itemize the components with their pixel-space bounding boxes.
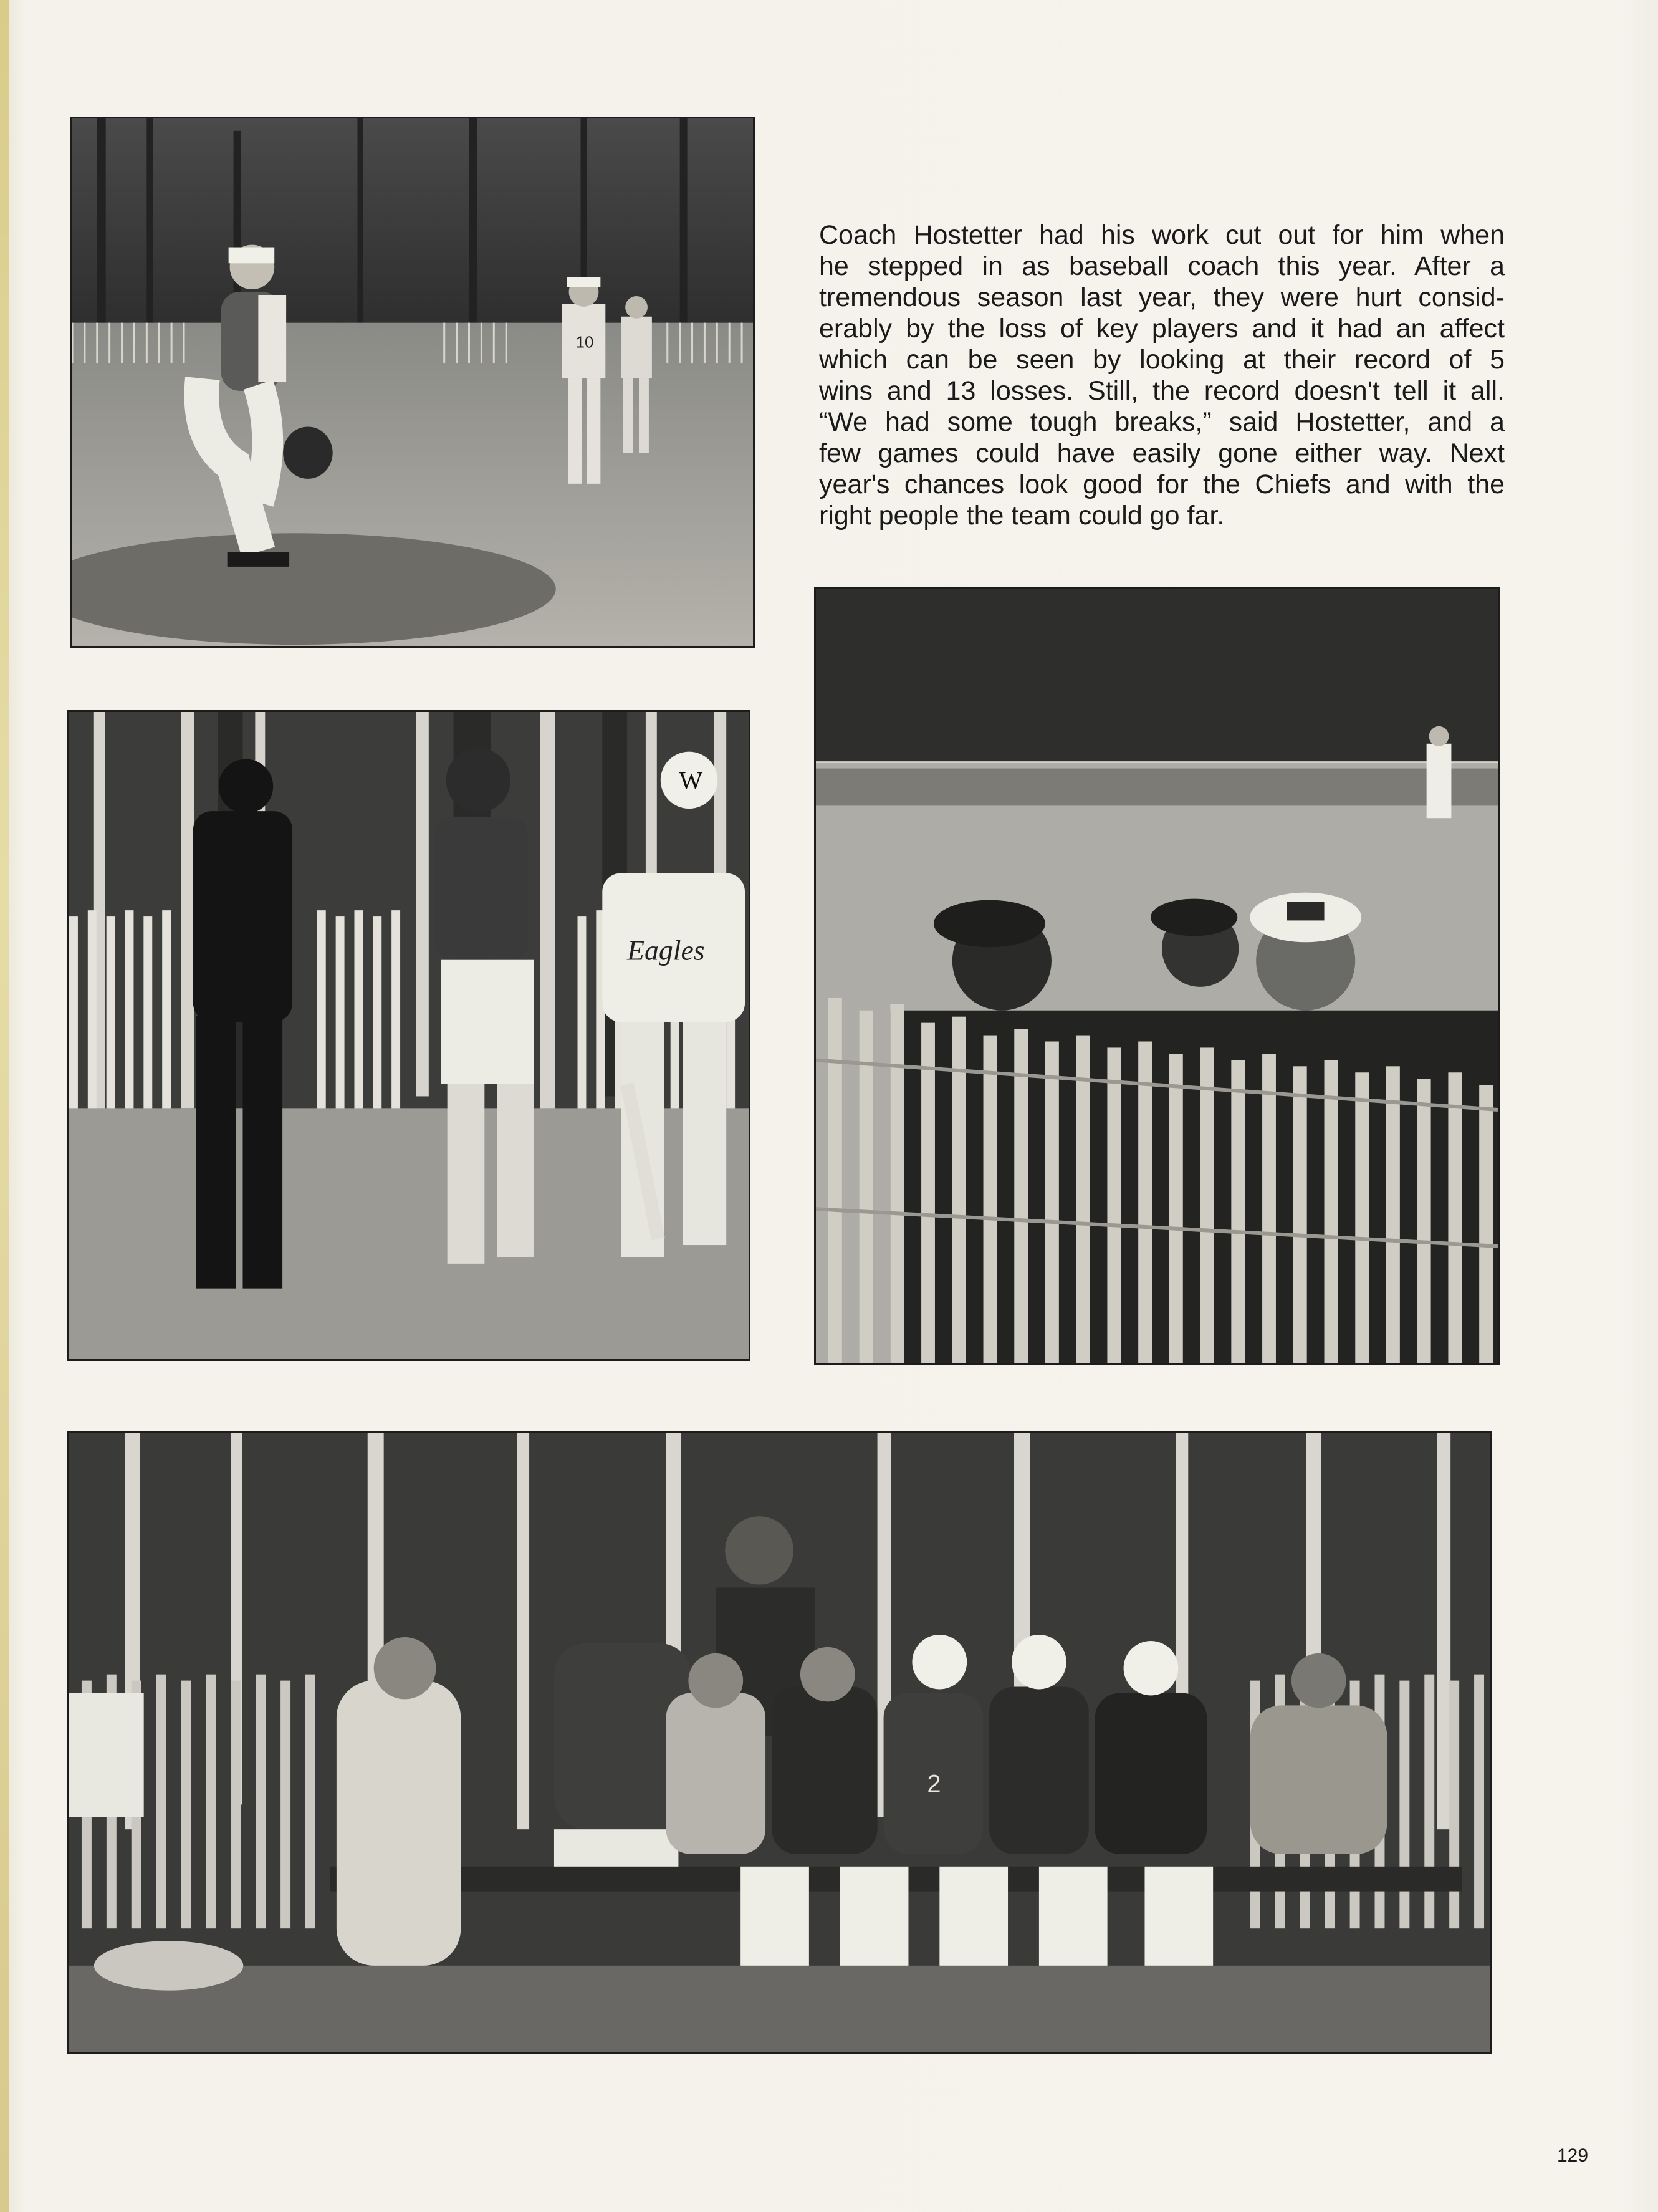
caption-line: which can be seen by looking at their record of 5 bbox=[819, 345, 1505, 375]
batter-helmet-letter: W bbox=[679, 767, 703, 795]
caption-line: erably by the loss of key players and it had an affect bbox=[819, 314, 1505, 344]
batter-jersey-text: Eagles bbox=[627, 934, 705, 966]
photo-pitcher bbox=[70, 117, 755, 648]
caption-line: tremendous season last year, they were hurt consid- bbox=[819, 282, 1505, 312]
page-number: 129 bbox=[1557, 2145, 1589, 2166]
photo-bench bbox=[67, 1431, 1492, 2054]
photo-home-plate bbox=[67, 710, 750, 1361]
binding-edge bbox=[0, 0, 9, 2212]
pitcher-photo-art bbox=[72, 118, 753, 646]
caption-line: Coach Hostetter had his work cut out for him when bbox=[819, 220, 1505, 250]
caption-line: year's chances look good for the Chiefs and with the bbox=[819, 469, 1505, 499]
article-caption bbox=[819, 219, 1505, 537]
caption-line: “We had some tough breaks,” said Hostetter, and a bbox=[819, 407, 1505, 437]
caption-line: few games could have easily gone either way. Next bbox=[819, 438, 1505, 468]
bench-photo-art bbox=[69, 1433, 1490, 2052]
home-plate-photo-art bbox=[69, 712, 749, 1359]
caption-line: wins and 13 losses. Still, the record doesn't tell it all. bbox=[819, 376, 1505, 406]
bench-jersey-number: 2 bbox=[927, 1770, 941, 1798]
photo-dugout bbox=[814, 587, 1500, 1365]
caption-line: he stepped in as baseball coach this year. After a bbox=[819, 251, 1505, 281]
fielder-jersey-number: 10 bbox=[575, 334, 594, 352]
dugout-photo-art bbox=[816, 589, 1498, 1363]
caption-line: right people the team could go far. bbox=[819, 501, 1225, 531]
